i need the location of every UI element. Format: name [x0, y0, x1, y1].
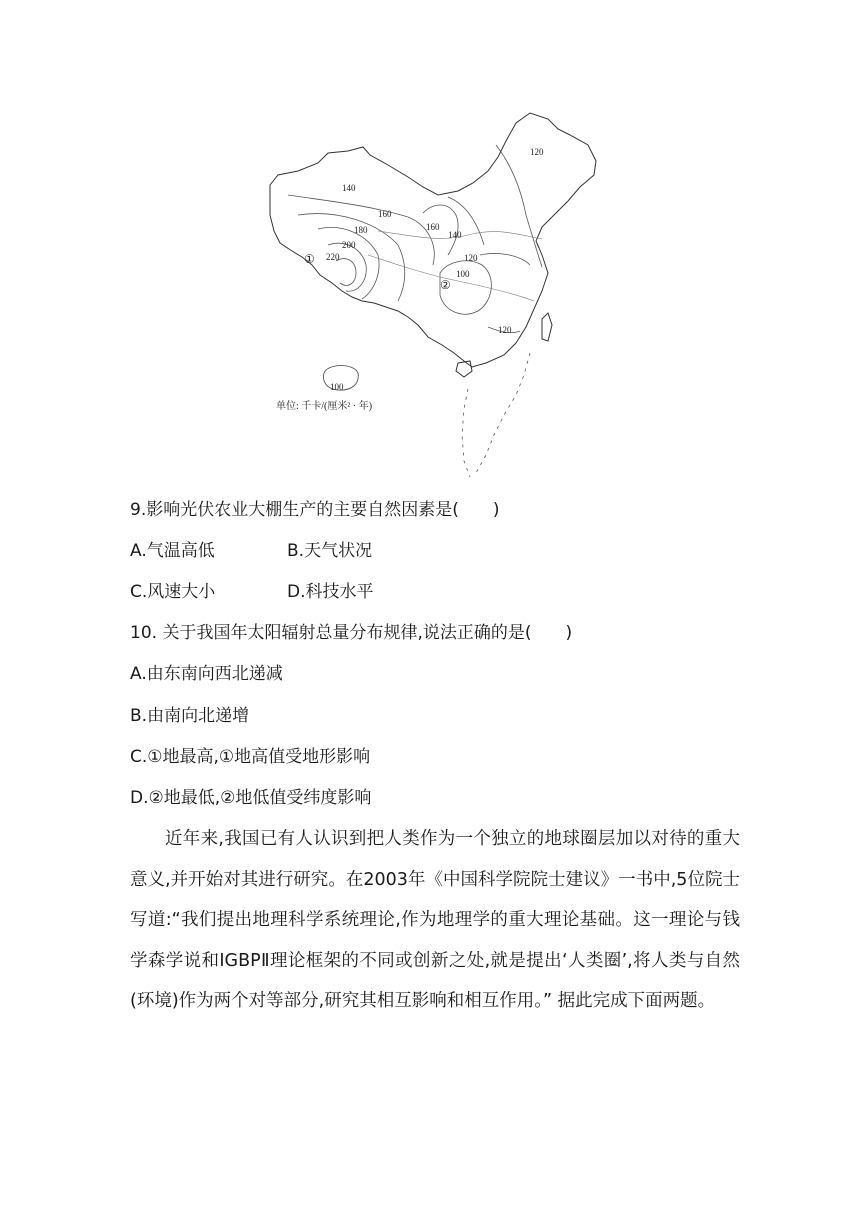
passage-text: 近年来,我国已有人认识到把人类作为一个独立的地球圈层加以对待的重大意义,并开始对其进行研究。在2003年《中国科学院院士建议》一书中,5位院士写道:“我们提出地理科学系统理论,作为地理学的重大理论基础。这一理论与钱学森学说和IGBPⅡ理论框架的不同或创新之处,就是提出‘人类圈’,将人类与自然(环境)作为两个对等部分,研究其相互影响和相互作用。” 据此完成下面两题。 [130, 829, 740, 1011]
question-9-option-c: C.风速大小 [130, 582, 216, 602]
contour-label: 100 [330, 382, 344, 392]
solar-radiation-map [258, 105, 608, 485]
island-dashes [462, 389, 470, 477]
contour-line [480, 253, 530, 265]
contour-label: 160 [426, 222, 440, 232]
region-mark-2: ② [440, 278, 451, 292]
question-9-option-a: A.气温高低 [130, 541, 215, 561]
question-10-option-d: D.②地最低,②地低值受纬度影响 [130, 788, 372, 808]
contour-label: 120 [498, 325, 512, 335]
contour-line [318, 227, 379, 299]
region-mark-1: ① [304, 252, 315, 266]
contour-label: 200 [342, 240, 356, 250]
reading-passage [130, 819, 740, 1022]
question-10-stem: 10. 关于我国年太阳辐射总量分布规律,说法正确的是( ) [130, 623, 573, 643]
contour-label: 140 [448, 230, 462, 240]
unit-label: 单位: 千卡/(厘米² · 年) [276, 401, 373, 412]
china-outline [270, 113, 596, 367]
river [368, 255, 534, 301]
taiwan-outline [542, 313, 552, 341]
contour-label: 160 [378, 209, 392, 219]
contour-line [336, 259, 356, 286]
hainan-outline [456, 361, 472, 377]
question-10-option-c: C.①地最高,①地高值受地形影响 [130, 747, 371, 767]
question-9-option-d: D.科技水平 [287, 582, 374, 602]
contour-label: 120 [530, 147, 544, 157]
island-dashes [476, 353, 530, 473]
question-10-option-b: B.由南向北递增 [130, 706, 250, 726]
question-10-option-a: A.由东南向西北递减 [130, 664, 283, 684]
china-contour-map [258, 105, 608, 485]
contour-label: 100 [456, 269, 470, 279]
contour-label: 120 [464, 253, 478, 263]
question-9-option-b: B.天气状况 [287, 541, 373, 561]
contour-line [496, 145, 542, 267]
contour-label: 180 [354, 225, 368, 235]
contour-label: 140 [342, 183, 356, 193]
contour-label: 220 [326, 252, 340, 262]
question-9-stem: 9.影响光伏农业大棚生产的主要自然因素是( ) [130, 500, 500, 520]
